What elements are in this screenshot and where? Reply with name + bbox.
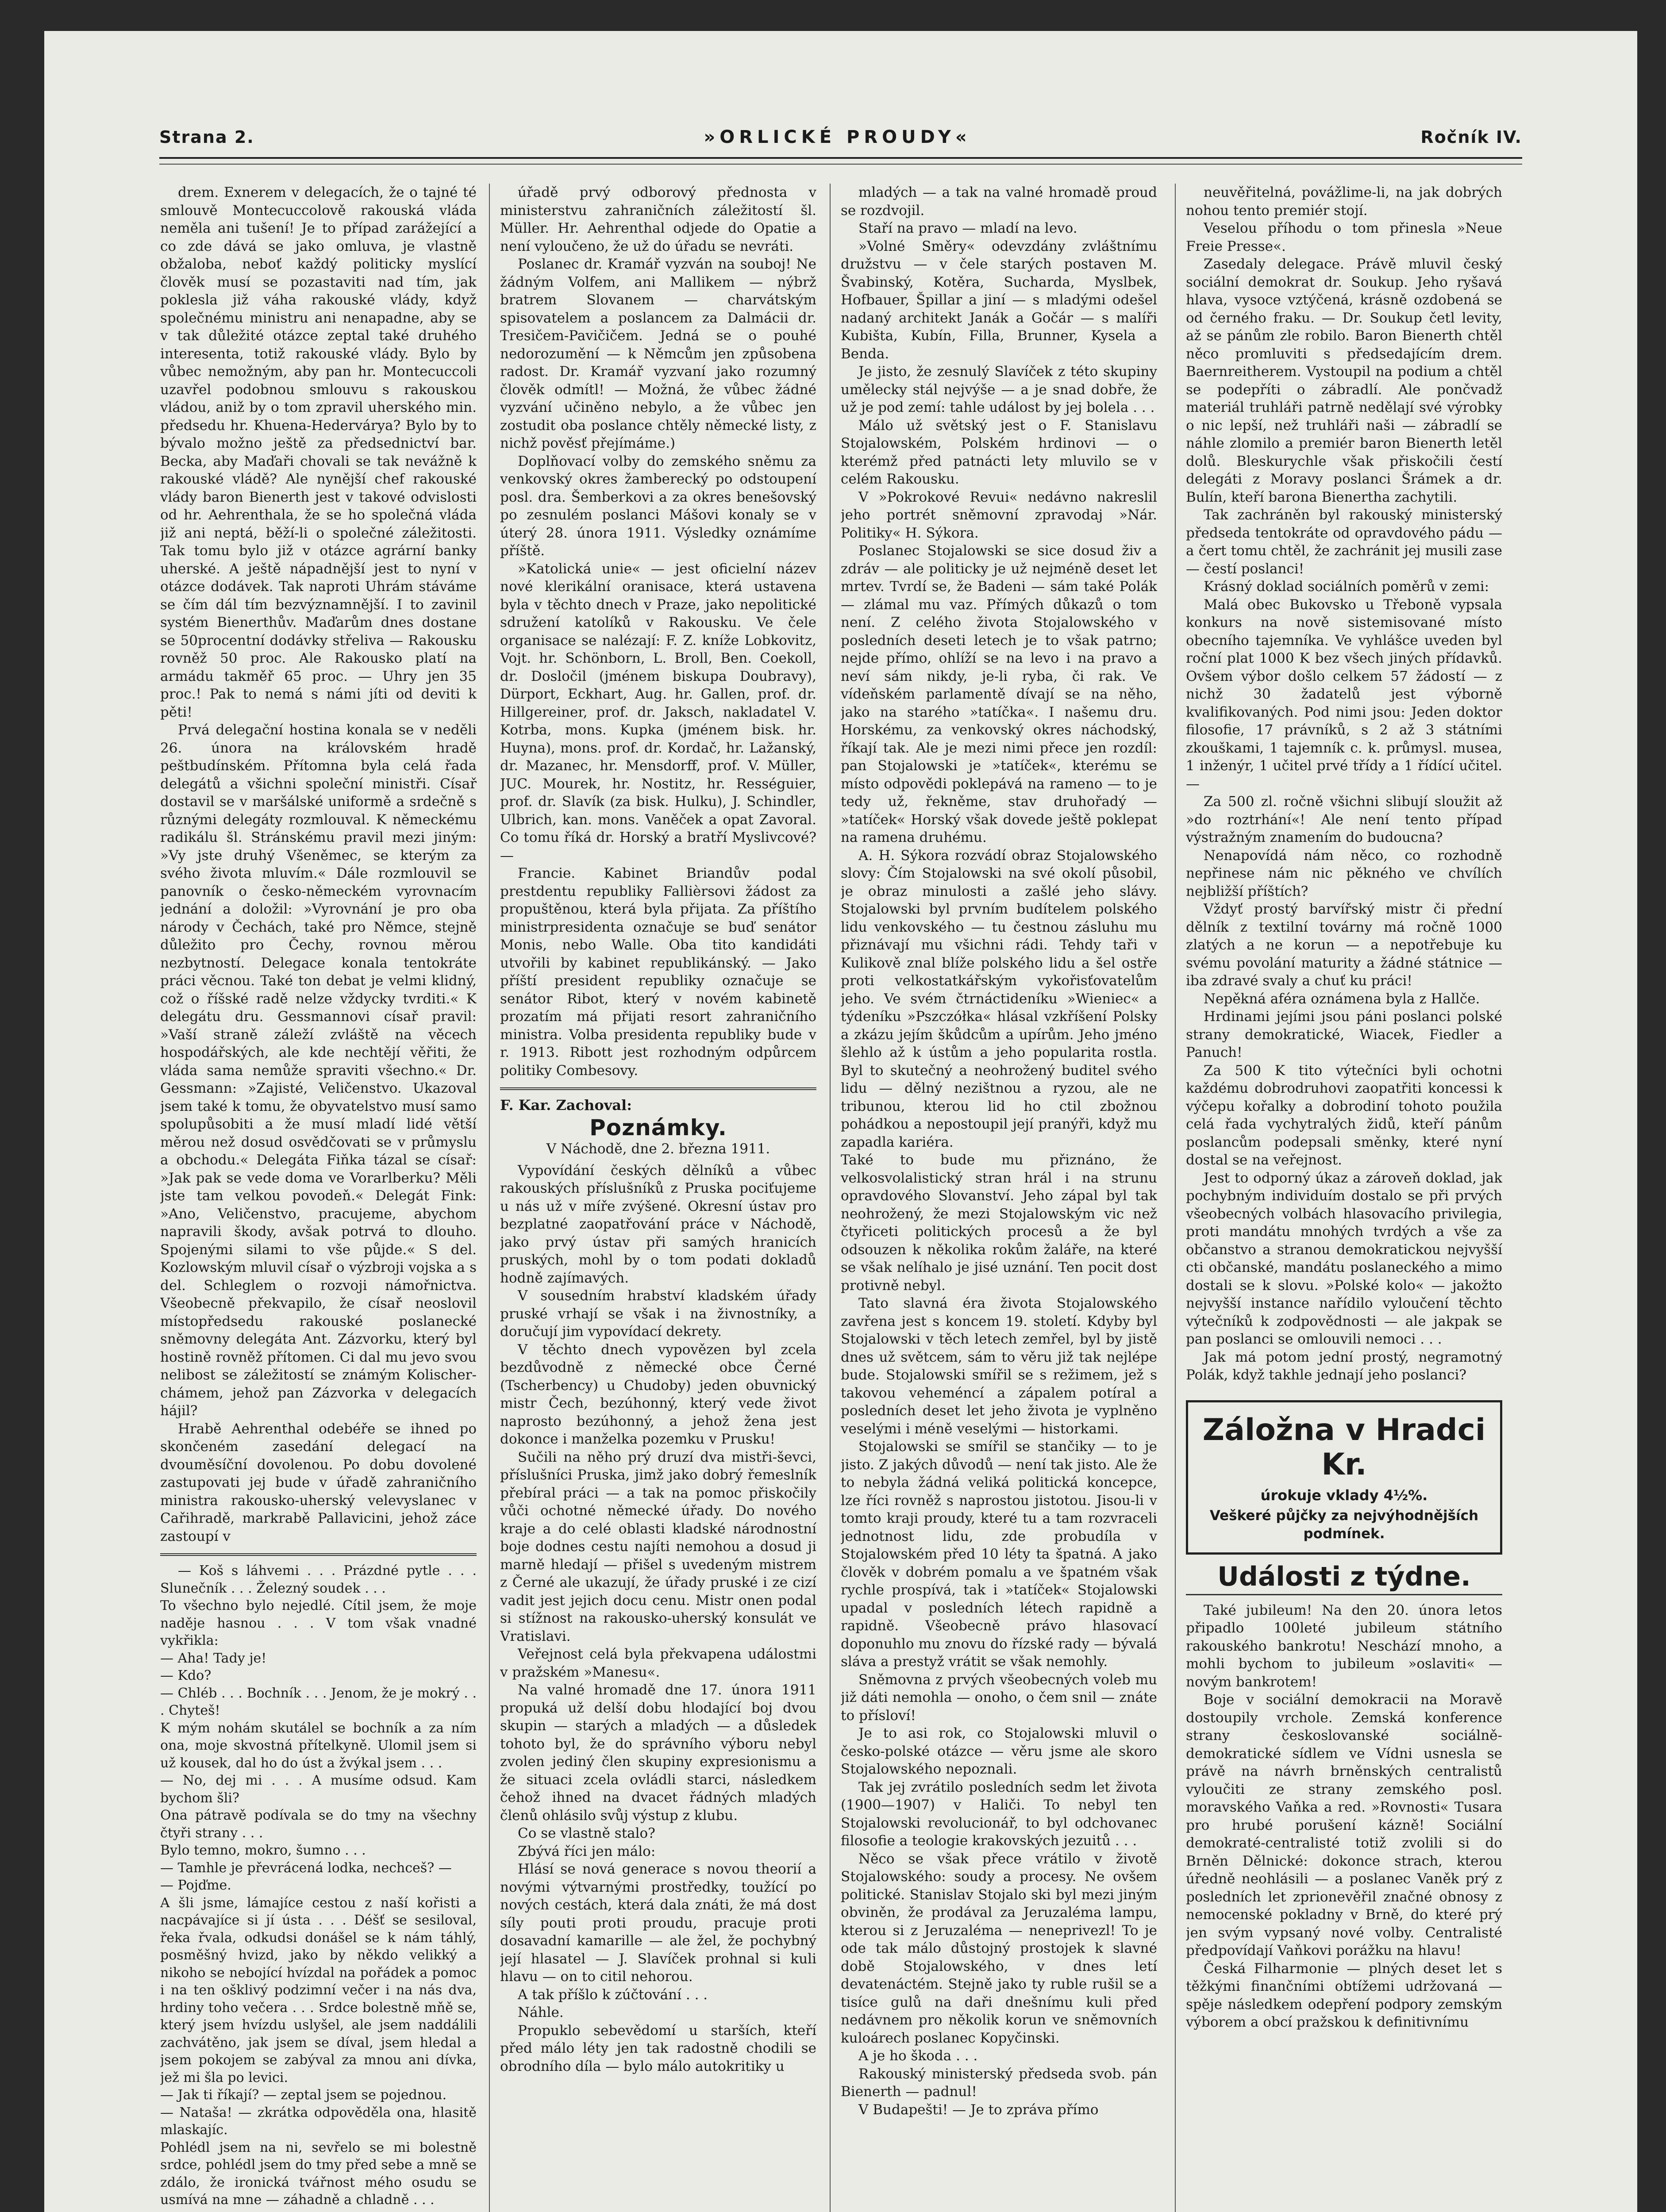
feuilleton-text: — Koš s láhvemi . . . Prázdné pytle . . . Slunečník . . . Železný soudek . . . To všechno bylo nejedlé. Cítil jsem, že moje naděje hasnou . . . V tom však vnadné vykřikla: — Aha! Tady je! — Kdo? — Chléb . . . Bochník . . . Jenom, že je mokrý . . . Chyteš! K mým nohám skutálel se bochník a za ním ona, moje skvostná přítelkyně. Ulomil jsem si už kousek, dal ho do úst a žvýkal jsem . . . — No, dej mi . . . A musíme odsud. Kam bychom šli? Ona pátravě podívala se do tmy na všechny čtyři strany . . . Bylo temno, mokro, šumno . . . — Tamhle je převrácená lodka, nechceš? — — Pojďme. A šli jsme, lámajíce cestou z naší kořisti a nacpávajíce si jí ústa . . . Déšť se sesiloval, řeka řvala, odkudsi donášel se k nám táhlý, posměšný hvizd, jako by někdo velikký a nikoho se nebojící hvízdal na pořádek a pomoc i na ten ošklivý podzimní večer i na nás dva, hrdiny toho večera . . . Srdce bolestně mňě se, který jsem hvízdu uslyšel, ale jsem naddálili zachvátěno, jak jsem se díval, jsem hledal a jsem pokojem se zabýval za mnou ani dívka, jež mi šla po levici. — Jak ti říkají? — zeptal jsem se pojednou. — Nataša! — zkrátka odpověděla ona, hlasitě mlaskajíc. Pohlédl jsem na ni, sevřelo se mi bolestně srdce, pohlédl jsem do tmy před sebe a mně se zdálo, že ironická tvářnost mého osudu se usmívá na mne — záhadně a chladně . . .	[160, 1563, 477, 2208]
article-paragraph: V Budapešti! — Je to zpráva přímo	[858, 2101, 1099, 2118]
article-paragraph: mladých — a tak na valné hromadě proud se rozdvojil.	[841, 184, 1157, 219]
article-paragraph: Sučili na něho prý druzí dva mistři-ševci, příslušníci Pruska, jimž jako dobrý řemeslník přebíral práci — a tak na pomoc přiskočily vůči ochotné německé úřady. Do nového kraje a do celé oblasti kladské národnostní boje dodnes cestu najíti nemohou a dosud ji marně hledají — přišel s uvedeným mistrem z Černé ale ukazují, že úřady pruské i ze cizí vadit jest jejich docu cenu. Mistr onen podal si stížnost na rakousko-uherský konsulát ve Vratislavi.	[500, 1449, 816, 1644]
article-paragraph: Vždyť prostý barvířský mistr či přední dělník z textilní továrny má ročně 1000 zlatých a ne korun — a nepotřebuje ku svému povolání maturity a žádné státnice — iba zdravé svaly a chuť ku práci!	[1186, 901, 1502, 989]
article-paragraph: A tak příšlo k zúčtování . . .	[518, 1986, 708, 2003]
article-paragraph: Něco se však přece vrátilo v životě Stojalowského: soudy a procesy. Ne ovšem politické. Stanislav Stojalo ski byl mezi jiným obviněn, že prodával za Jeruzalémа lampu, kterou si z Jeruzaléma — neneprivezl! To je ode tak málo důstojný prostojek k slavné době Stojalowského, v dnes letí devatenáctém. Stejně jako ty ruble rušil se a tisíce gulů na daři dnešnímu kuli před nedávnem pro několik korun ve sněmovních kuloárech poslanec Kopyčinski.	[841, 1851, 1157, 2046]
article-paragraph: Sněmovna z prvých všeobecných voleb mu již dáti nemohla — onoho, o čem snil — znáte to přísloví!	[841, 1671, 1157, 1724]
article-paragraph: Rakouský ministerský předseda svob. pán Bienerth — padnul!	[841, 2066, 1157, 2100]
newspaper-name: »ORLICKÉ PROUDY«	[704, 127, 971, 147]
column-2	[500, 184, 816, 2212]
section-divider	[500, 1087, 816, 1090]
article-paragraph: Jest to odporný úkaz a zároveň doklad, jak pochybným individuím dostalo se při prvých všeobecných volbách hlasovacího privilegia, proti mandátu mnohých tvrdých a vše za občanstvo a stranou demokratickou nejvyšší cti občanské, mandátu poslaneckého a mimo dostali se k slovu. »Polské kolo« — jakožto nejvyšší instance nařídilo vyloučení těchto výtečníků k zodpovědnosti — ale jakpak se pan poslanci se omlouvili nemoci . . .	[1186, 1170, 1502, 1347]
article-paragraph: A je ho škoda . . .	[858, 2048, 978, 2064]
feuilleton-divider	[160, 1553, 477, 1556]
header-rule	[159, 157, 1522, 159]
advertisement-interest-rate: úrokuje vklady 4½%.	[1260, 1486, 1428, 1504]
article-paragraph: Veselou příhodu o tom přinesla »Neue Freie Presse«.	[1186, 220, 1502, 254]
article-paragraph: neuvěřitelná, povážlime-li, na jak dobrých nohou tento premiér stojí.	[1186, 184, 1502, 219]
article-paragraph: Staří na pravo — mladí na levo.	[858, 220, 1077, 236]
article-paragraph: Boje v sociální demokracii na Moravě dostoupily vrchole. Zemská konference strany českoslovanské sociálně-demokratické sídlem ve Vídni usnesla se právě na návrh brněnských centralistů vyloučiti ze strany zemského posl. moravského Vaňka a red. »Rovnosti« Tusara pro hrubé porušení kázně! Sociální demokraté-centralisté totiž zvolili si do Brněn Dělnické: dokonce strach, kterou úředně neohlásili — a poslanec Vaněk prý z posledních let zprionevěřil značné obnosy z nemocenské pokladny v Brně, do které prý jen svým vypsaný nové volby. Centralisté předpovídají Vaňkovi porážku na hlavu!	[1186, 1692, 1502, 1959]
article-paragraph: V »Pokrokové Revui« nedávno nakreslil jeho portrét sněmovní zpravodaj »Nár. Politiky« H. Sýkora.	[841, 489, 1157, 541]
article-paragraph: Nepěkná aféra oznámena byla z Hallče.	[1204, 991, 1480, 1007]
page-number: Strana 2.	[159, 127, 254, 147]
article-paragraph: »Katolická unie« — jest oficielní název nové klerikální oranisace, která ustavena byla v těchto dnech v Praze, jako nepolitické sdružení katolíků v Rakousku. Ve čele organisace se nalézají: F. Z. kníže Lobkovitz, Vojt. hr. Schönborn, L. Broll, Ben. Coekoll, dr. Dosločil (jménem biskupa Doubravy), Dürport, Eckhart, Aug. hr. Gallen, prof. dr. Hillgereiner, prof. dr. Jaksch, nakladatel V. Kotrba, mons. Kupka (jménem bisk. hr. Huyna), mons. prof. dr. Kordač, hr. Lažanský, dr. Mazanec, hr. Mensdorff, prof. V. Müller, JUC. Mourek, hr. Nostitz, hr. Rességuier, prof. dr. Slavík (za bisk. Hulku), J. Schindler, Ulbrich, kan. mons. Vaněček a opat Zavoral. Co tomu říká dr. Horský a bratří Myslivcové? —	[500, 561, 816, 864]
page-header	[159, 122, 1522, 153]
article-paragraph: Zbývá říci jen málo:	[518, 1843, 656, 1859]
volume-number: Ročník IV.	[1420, 127, 1522, 147]
article-paragraph: Je jisto, že zesnulý Slavíček z této skupiny umělecky stál nejvýše — a je snad dobře, že už je pod zemí: tahle událost by jej bolela . . .	[841, 364, 1157, 415]
article-title: Poznámky.	[589, 1114, 727, 1141]
article-paragraph: Stojalowski se smířil se stančiky — to je jisto. Z jakých důvodů — není tak jisto. Ale že to nebyla žádná veliká politická koncepce, lze říci rovněž s naprostou jistotou. Jisou-li v tomto kraji proudy, které tu a tam rozvraceli jednotnost lidu, zde probudíla v Stojalowském před 10 léty ta špatná. A jako člověk v dobrém pomalu a ve špatném však rychle prospívá, tak i »tatíček« Stojalowski upadal v posledních létech rapidně a rapidně. Všeobecně právo hlasovací doponuhlo mu znovu do řízské rady — bývalá sláva a prestyž vrátit se však nemohly.	[841, 1439, 1157, 1670]
article-paragraph: Co se vlastně stalo?	[518, 1825, 655, 1841]
article-paragraph: úřadě prvý odborový přednosta v ministerstvu zahraničních záležitostí šl. Müller. Hr. Aehrenthal odjede do Opatie a není vyloučeno, že už do úřadu se nevráti.	[500, 184, 816, 254]
article-byline: F. Kar. Zachoval:	[500, 1097, 632, 1114]
header-rule-thin	[159, 164, 1522, 165]
article-paragraph: Jak má potom jední prostý, negramotný Polák, když takhle jednají jeho poslanci?	[1186, 1349, 1502, 1383]
article-paragraph: Tato slavná éra života Stojalowského zavřena jest s koncem 19. století. Kdyby byl Stojalowski v těch letech zemřel, byl by jistě dnes už světcem, sám to věru již tak nejlépe bude. Stojalowski smířil se s režimem, jež s takovou veheméncí a zápalem potíral a posledních deset let jeho života je vyplněno veselými i méně veselými — historkami.	[841, 1295, 1157, 1437]
article-paragraph: Hrdinami jejími jsou páni poslanci polské strany demokratické, Wiacek, Fiedler a Panuch!	[1186, 1009, 1502, 1060]
article-paragraph: V těchto dnech vypovězen byl zcela bezdůvodně z německé obce Černé (Tscherbency) u Chudoby) jeden obuvnický mistr Čech, bezúhonný, který vede život naprosto bezúhonný, a jehož žena jest dokonce i manželka pozemku v Prusku!	[500, 1341, 816, 1447]
article-paragraph: Veřejnost celá byla překvapena událostmi v pražském »Manesu«.	[500, 1646, 816, 1680]
article-paragraph: Krásný doklad sociálních poměrů v zemi:	[1204, 579, 1489, 595]
advertisement-title: Záložna v Hradci Kr.	[1202, 1412, 1486, 1482]
column-3	[841, 184, 1157, 2212]
article-paragraph: Hlásí se nová generace s novou theorií a novými výtvarnými prostředky, toužící po nových cestách, která dala znáti, že má dost síly pouti proti proudu, pracuje proti dosavadní kamarille — ale žel, že pochybný její hlasatel — J. Slavíček prohnal si kuli hlavu — on to citil nehorou.	[500, 1861, 816, 1985]
bank-advertisement	[1186, 1400, 1502, 1555]
advertisement-loans: Veškeré půjčky za nejvýhodnějších podmínek.	[1209, 1508, 1479, 1542]
column-divider	[830, 184, 831, 2212]
article-paragraph: Malá obec Bukovsko u Třeboně vypsala konkurs na nově sistemisované místo obecního tajemníka. Ve vyhlášce uveden byl roční plat 1000 K bez všech jiných přídavků. Ovšem výbor došlo celkem 57 žádostí — z nichž 30 žadatelů jest výborně kvalifikovaných. Pod nimi jsou: Jeden doktor filosofie, 17 právníků, s 2 až 3 státními zkouškami, 1 tajemník c. k. průmysl. musea, 1 inženýr, 1 učitel prvé třídy a 1 řídící učitel. —	[1186, 596, 1502, 792]
article-paragraph: Doplňovací volby do zemského sněmu za venkovský okres žamberecký po odstoupení posl. dra. Šemberkovi a za okres benešovský po zesnulém poslanci Mášovi konaly se v úterý 28. února 1911. Výsledky oznámíme příště.	[500, 453, 816, 559]
article-dateline: V Náchodě, dne 2. března 1911.	[546, 1141, 770, 1157]
column-4	[1186, 184, 1502, 2212]
article-paragraph: Náhle.	[518, 2005, 564, 2020]
article-paragraph: Nenapovídá nám něco, co rozhodně nepřinese nám nic pěkného ve chvílích nejbližší příštích?	[1186, 847, 1502, 899]
news-section-title: Události z týdne.	[1217, 1561, 1471, 1592]
article-paragraph: Hrabě Aehrenthal odebéře se ihned po skončeném zasedání delegací na dvouměsíční dovolenou. Po dobu dovolené zastupovati jej bude v úřadě zahraničního ministra rakousko-uherský velevyslanec v Cařihradě, markrabě Pallavicini, jehož záce zastoupí v	[160, 1421, 477, 1544]
column-divider	[489, 184, 490, 2212]
newspaper-page	[44, 31, 1637, 2212]
article-paragraph: Vypovídání českých dělníků a vůbec rakouských příslušníků z Pruska pociťujeme u nás už v míře zvýšené. Okresní ústav pro bezplatné zaopatřování práce v Náchodě, jako prvý ústav při samých hranicích pruských, mohl by o tom podati dokladů hodně zajímavých.	[500, 1162, 816, 1286]
article-paragraph: A. H. Sýkora rozvádí obraz Stojalowského slovy: Čím Stojalowski na své okolí působil, je obraz minulosti a zašlé jeho slávy. Stojalowski byl prvním budítelem polského lidu venkovského — tu čestnou zásluhu mu přiznávají mu všichni rádi. Tehdy taři v Kulikově znal blíže polského lidu a šel ostře proti velkostatkářským vykořisťovatelům jeho. Ve svém čtrnáctideníku »Wieniec« a týdeníku »Pszczółka« hlásal vzkříšení Polsky a zkázu jejím škůdcům a upírům. Jeho jméno šlehlo až k ústům a jeho popularita rostla. Byl to skutečný a neohrožený buditel svého lidu — dělný nezištnou a ryzou, ale ne tribunou, kterou lid ho ctil zbožnou pohádkou a nepostoupil její pranýři, když mu zapadla kariéra. Také to bude mu přiznáno, že velkosvolalistický stran hrál i na strunu opravdového Slovanství. Jeho zápal byl tak neohrožený, že mezi Stojalowským vic než čtyřiceti politických procesů a že byl odsouzen k několika rokům žaláře, na které se však nelíhalo je jisé uznání. Ten pocit dost protivně nebyl.	[841, 847, 1157, 1294]
section-divider	[1186, 1594, 1502, 1595]
article-paragraph: Za 500 K tito výtečníci byli ochotni každému dobrodruhovi zaopatřiti koncessi k výčepu kořalky a dobrodiní tohoto použila celá řada vychytralých židů, kteří pánům poslancům podepsali směnky, které nyní dostal se na veřejnost.	[1186, 1062, 1502, 1168]
article-paragraph: Tak jej zvrátilo posledních sedm let života (1900—1907) v Haliči. To nebyl ten Stojalowski revolucionář, to byl odchovanec filosofie a teologie krakovských jezuitů . . .	[841, 1779, 1157, 1849]
article-paragraph: Prvá delegační hostina konala se v neděli 26. února na královském hradě peštbudínském. Přítomna byla celá řada delegátů a všichni společní ministři. Císař dostavil se v maršálské uniformě a srdečně s různými delegáty rozmlouval. K německému radikálu šl. Stránskému pravil mezi jiným: »Vy jste druhý Všeněmec, se kterým za svého života mluvím.« Dále rozmlouvil se panovník o česko-německém vyrovnacím jednání a doložil: »Vyrovnání je pro oba národy v Čechách, také pro Němce, stejně důležito pro Čechy, rovnou měrou nezbytností. Delegace konala tentokráte práci věcnou. Také ton debat je velmi klidný, což o říšské radě nelze vždycky tvrditi.« K delegátu dru. Gessmannovi císař pravil: »Vaší straně záleží zvláště na věcech hospodářských, ale kde nechtějí věřiti, že vláda sama nemůže spraviti všechno.« Dr. Gessmann: »Zajisté, Veličenstvo. Ukazoval jsem také k tomu, že obyvatelstvo musí samo spolupůsobiti a že musí mladí lidé větší měrou než dosud osvědčovati se v průmyslu a obchodu.« Delegáta Fiňka tázal se císař: »Jak pak se vede doma ve Vorarlberku? Měli jste tam velkou povodeň.« Delegát Fink: »Ano, Veličenstvo, pracujeme, abychom napravili škody, avšak potrvá to dlouho. Spojenými silami to vše půjde.« S del. Kozlowským mluvil císař o výzbroji vojska a s del. Schleglem o rozvoji námořnictva. Všeobecně překvapilo, že císař neoslovil místopředsedu rakouské poslanecké sněmovny delegáta Ant. Zázvorku, který byl hostině rovněž přítomen. Ci dal mu jevo svou nelibost se záležitostí se známým Kolischer-chámem, jehož pan Zázvorka v delegacích hájil?	[160, 722, 477, 1419]
article-paragraph: Málo už světský jest o F. Stanislavu Stojalowském, Polském hrdinovi — o kterémž před patnácti lety mluvilo se v celém Rakousku.	[841, 417, 1157, 487]
column-divider	[1175, 184, 1176, 2212]
article-paragraph: Za 500 zl. ročně všichni slibují sloužit až »do roztrhání«! Ale není tento případ výstražným znamením do budoucna?	[1186, 794, 1502, 845]
article-paragraph: V sousedním hrabství kladském úřady pruské vrhají se však i na živnostníky, a doručují jim vypovídací dekrety.	[500, 1288, 816, 1340]
article-paragraph: Francie. Kabinet Briandův podal prestdentu republiky Fallièrsovi žádost za propuštěnou, která byla přijata. Za příštího ministrpresidenta označuje se buď senátor Monis, nebo Walle. Oba tito kandidáti utvořili by kabinet republikánský. — Jako příští president republiky označuje se senátor Ribot, který v novém kabinetě prozatím má přijati resort zahraničního ministra. Volba presidenta republiky bude v r. 1913. Ribott jest rozhodným odpůrcem politiky Combesovy.	[500, 865, 816, 1079]
column-1	[160, 184, 477, 2212]
article-paragraph: Tak zachráněn byl rakouský ministerský předseda tentokráte od opravdového pádu — a čert tomu chtěl, že zachránit jej musili zase — čestí poslanci!	[1186, 507, 1502, 577]
article-paragraph: Je to asi rok, co Stojalowski mluvil o česko-polské otázce — věru jsme ale skoro Stojalowského nepoznali.	[841, 1725, 1157, 1777]
article-paragraph: Na valné hromadě dne 17. února 1911 propuká už delší dobu hlodající boj dvou skupin — starých a mladých — a důsledek tohoto byl, že do správního výboru nebyl zvolen jediný člen skupiny expresionismu a že situaci zcela ovládli starci, následkem čehož ihned na dvacet řádných mladých členů ohlásilo svůj výstup z klubu.	[500, 1682, 816, 1824]
article-paragraph: drem. Exnerem v delegacích, že o tajné té smlouvě Montecuccolově rakouská vláda neměla ani tušení! Je to případ zarážející a co zde dává se jako omluva, je vlastně obžaloba, neboť každý politicky myslící člověk musí se pozastaviti nad tím, jak poklesla již váha rakouské vlády, když společnému ministru ani nenapadne, aby se v tak důležité otázce zeptal také druhého interesenta, totiž rakouské vlády. Bylo by vůbec nemožným, aby pan hr. Montecuccoli uzavřel podobnou smlouvu s rakouskou vládou, aniž by o tom zpravil uherského min. předsedu hr. Khuena-Hedervárya? Bylo by to bývalo možno ještě za předsednictví bar. Becka, aby Maďaři chovali se tak nevážně k rakouské vládě? Ale nynější chef rakouské vlády baron Bienerth jest v takové odvislosti od hr. Aehrenthala, že se ho společná vláda již ani neptá, běží-li o společné záležitosti. Tak tomu bylo již v otázce agrární banky uherské. A ještě nápadnější jest to nyní v otázce dodávek. Tak naproti Uhrám stáváme se čím dál tím bezvýznamnější. I to zavinil systém Bienerthův. Maďarům dnes dostane se 50procentní dodávky střeliva — Rakousku rovněž 50 proc. Ale Rakousko platí na armádu takměř 65 proc. — Uhry jen 35 proc.! Pak to nemá s námi jíti od deviti k pěti!	[160, 184, 477, 720]
article-paragraph: Také jubileum! Na den 20. února letos připadlo 100leté jubileum státního rakouského bankrotu! Neschází mnoho, a mohli bychom to jubileum »oslaviti« — novým bankrotem!	[1186, 1602, 1502, 1690]
article-paragraph: Zasedaly delegace. Právě mluvil český sociální demokrat dr. Soukup. Jeho ryšavá hlava, vysoce vztýčená, krásně ozdobená se od černého fraku. — Dr. Soukup četl levity, až se pánům zle robilo. Baron Bienerth chtěl něco promluviti s předsedajícím drem. Baernreitherem. Vystoupil na podium a chtěl se podepříti o zábradlí. Ale pončvadž materiál truhláři patrně nedělají své výrobky o nic lepší, než truhláři naši — zábradlí se náhle zlomilo a premiér baron Bienerth letěl dolů. Bleskurychle však přiskočili čestí delegáti z Moravy poslanci Šrámek a dr. Bulín, kteří barona Bienertha zachytili.	[1186, 256, 1502, 505]
article-paragraph: Poslanec Stojalowski se sice dosud živ a zdráv — ale politicky je už nejméně deset let mrtev. Tvrdí se, že Badeni — sám také Polák — zlámal mu vaz. Přímých důkazů o tom není. Z celého života Stojalowského v posledních deseti letech je to však patrno; nejde přímo, ohlíží se na levo i na pravo a neví sám nikdy, je-li ryba, či rak. Ve vídeňském parlamentě dívají se na něho, jako na starého »tatíčka«. I našemu dru. Horskému, za venkovský okres náchodský, říkají tak. Ale je mezi nimi přece jen rozdíl: pan Stojalowski je »tatíček«, kterému se místo odpovědi poklepává na rameno — to je tedy už, řekněme, stav druhořadý — »tatíček« Horský však dovede ještě poklepat na ramena druhému.	[841, 543, 1157, 845]
article-paragraph: Česká Filharmonie — plných deset let s těžkými finančními obtížemi udržovaná — spěje následkem odepření podpory zemským výborem a obcí pražskou k definitivnímu	[1186, 1960, 1502, 2030]
article-paragraph: Propuklo sebevědomí u starších, kteří před málo léty jen tak radostně chodili se obrodního díla — bylo málo autokritiky u	[500, 2022, 816, 2074]
article-paragraph: Poslanec dr. Kramář vyzván na souboj! Ne žádným Volfem, ani Mallikem — nýbrž bratrem Slovanem — charvátským spisovatelem a poslancem za Dalmácii dr. Tresičem-Pavičičem. Jedná se o pouhé nedorozumění — k Němcům jen způsobena radost. Dr. Kramář vyzvaní jako rozumný člověk odmítl! — Možná, že vůbec žádné vyzvání učiněno nebylo, a že vůbec jen zostudit oba poslance chtěly německé listy, z nichž pověsť přejímáme.)	[500, 256, 816, 451]
article-paragraph: »Volné Směry« odevzdány zvláštnímu družstvu — v čele starých postaven M. Švabinský, Kotěra, Suchardа, Myslbek, Hofbauer, Špillar a jiní — s mladými odešel nadaný architekt Janák a Gočár — s malíři Kubišta, Kubín, Filla, Brunner, Kysela a Benda.	[841, 238, 1157, 362]
